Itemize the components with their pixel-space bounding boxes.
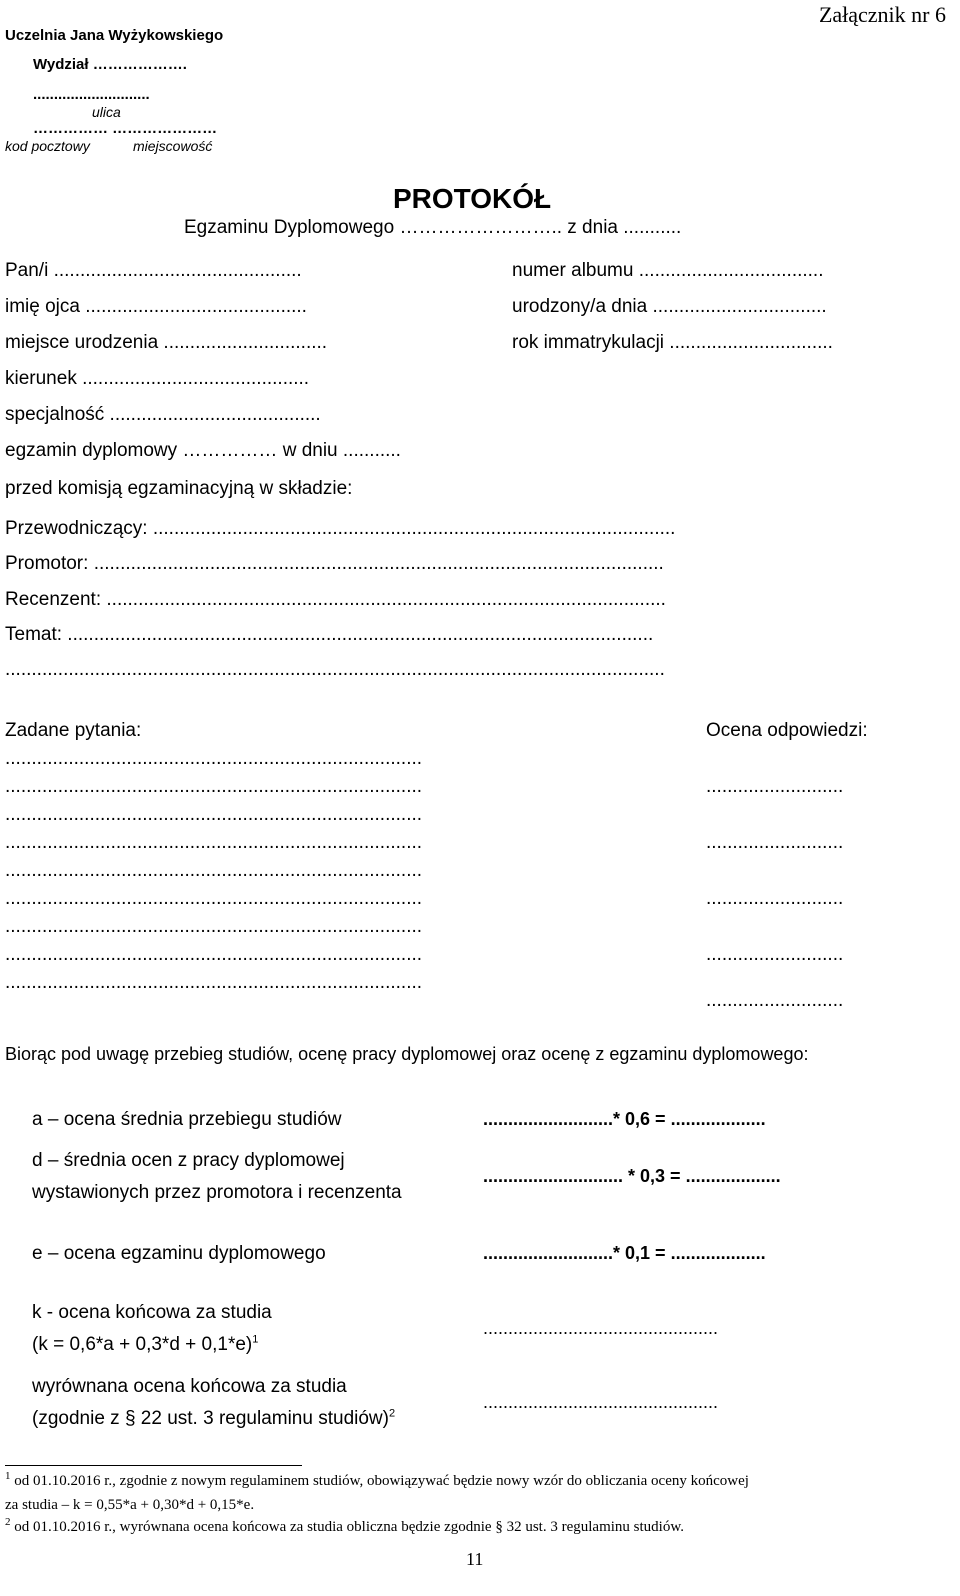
answer-line: .......................... xyxy=(706,944,844,965)
answer-line: .......................... xyxy=(706,888,844,909)
footnote-2-number: 2 xyxy=(5,1516,11,1528)
specialization-field: specjalność ........................................ xyxy=(5,404,321,425)
grade-a-label: a – ocena średnia przebiegu studiów xyxy=(32,1109,342,1130)
grade-e-label: e – ocena egzaminu dyplomowego xyxy=(32,1243,326,1264)
question-line: ............................................................................... xyxy=(5,888,423,909)
answer-line: .......................... xyxy=(706,776,844,797)
street-label: ulica xyxy=(92,104,121,120)
address-dots-line: ............................ xyxy=(33,86,150,103)
footnote-2-text: od 01.10.2016 r., wyrównana ocena końcowa za studia obliczna będzie zgodnie § 32 ust. 3 regulaminu studiów. xyxy=(10,1519,684,1535)
birth-date-field: urodzony/a dnia ................................. xyxy=(512,296,827,317)
footnote-1-cont: za studia – k = 0,55*a + 0,30*d + 0,15*e. xyxy=(5,1497,255,1513)
exam-subtitle: Egzaminu Dyplomowego …………………….. z dnia ........... xyxy=(184,217,682,238)
reviewer-field: Recenzent: .......................................................................................................... xyxy=(5,589,666,610)
chair-field: Przewodniczący: ................................................................................................... xyxy=(5,518,676,539)
postal-code-label: kod pocztowy xyxy=(5,138,90,154)
final-grade-formula-text: (k = 0,6*a + 0,3*d + 0,1*e) xyxy=(32,1334,253,1355)
adjusted-grade-label: wyrównana ocena końcowa za studia xyxy=(32,1376,347,1397)
question-line: ............................................................................... xyxy=(5,748,423,769)
promoter-field: Promotor: ............................................................................................................ xyxy=(5,553,664,574)
adjusted-grade-value: ............................................... xyxy=(483,1392,719,1412)
question-line: ............................................................................... xyxy=(5,944,423,965)
footnote-ref-2: 2 xyxy=(388,1407,396,1420)
father-name-field: imię ojca .......................................... xyxy=(5,296,307,317)
footnote-ref-1: 1 xyxy=(252,1333,259,1346)
grade-d-label: d – średnia ocen z pracy dyplomowej xyxy=(32,1150,345,1171)
answer-line: .......................... xyxy=(706,990,844,1011)
question-line: ............................................................................... xyxy=(5,832,423,853)
committee-intro: przed komisją egzaminacyjną w składzie: xyxy=(5,478,353,499)
footnote-2 xyxy=(5,1516,684,1536)
footnote-1-text: od 01.10.2016 r., zgodnie z nowym regulaminem studiów, obowiązywać będzie nowy wzór do obliczania oceny końcowej xyxy=(10,1473,749,1489)
grade-d-label-cont: wystawionych przez promotora i recenzenta xyxy=(32,1182,402,1203)
postal-city-dots: …………… ………………… xyxy=(33,120,218,137)
final-grade-label: k - ocena końcowa za studia xyxy=(32,1302,272,1323)
footnote-1-number: 1 xyxy=(5,1470,11,1482)
field-of-study: kierunek ........................................... xyxy=(5,368,310,389)
topic-field: Temat: ............................................................................................................... xyxy=(5,624,654,645)
question-line: ............................................................................... xyxy=(5,804,423,825)
student-name-field: Pan/i ............................................... xyxy=(5,260,302,281)
answer-line: .......................... xyxy=(706,832,844,853)
grade-e-formula: ..........................* 0,1 = ................... xyxy=(483,1243,766,1263)
question-line: ............................................................................... xyxy=(5,916,423,937)
page-number: 11 xyxy=(466,1549,484,1569)
attachment-label: Załącznik nr 6 xyxy=(818,2,946,27)
birthplace-field: miejsce urodzenia ............................... xyxy=(5,332,328,353)
document-title: PROTOKÓŁ xyxy=(393,183,552,214)
footnote-1 xyxy=(5,1470,749,1490)
question-line: ............................................................................... xyxy=(5,860,423,881)
topic-continuation: ............................................................................................................................. xyxy=(5,659,665,680)
final-grade-value: ............................................... xyxy=(483,1318,719,1338)
questions-label: Zadane pytania: xyxy=(5,720,142,741)
adjusted-grade-basis-text: (zgodnie z § 22 ust. 3 regulaminu studiów) xyxy=(32,1408,389,1429)
summary-intro: Biorąc pod uwagę przebieg studiów, ocenę pracy dyplomowej oraz ocenę z egzaminu dyplomowego: xyxy=(5,1044,809,1064)
question-line: ............................................................................... xyxy=(5,972,423,993)
exam-date-field: egzamin dyplomowy …………… w dniu ........... xyxy=(5,440,401,461)
final-grade-formula xyxy=(32,1334,258,1356)
enrollment-year-field: rok immatrykulacji ............................... xyxy=(512,332,833,353)
university-name: Uczelnia Jana Wyżykowskiego xyxy=(5,27,224,44)
album-number-field: numer albumu ................................... xyxy=(512,260,824,281)
question-line: ............................................................................... xyxy=(5,776,423,797)
grade-d-formula: ............................ * 0,3 = ................... xyxy=(483,1166,781,1186)
answers-label: Ocena odpowiedzi: xyxy=(706,720,868,741)
faculty-line: Wydział ………………. xyxy=(33,56,187,73)
grade-a-formula: ..........................* 0,6 = ................... xyxy=(483,1109,766,1129)
city-label: miejscowość xyxy=(133,138,213,154)
footnote-separator xyxy=(5,1465,302,1466)
adjusted-grade-basis xyxy=(32,1408,395,1430)
